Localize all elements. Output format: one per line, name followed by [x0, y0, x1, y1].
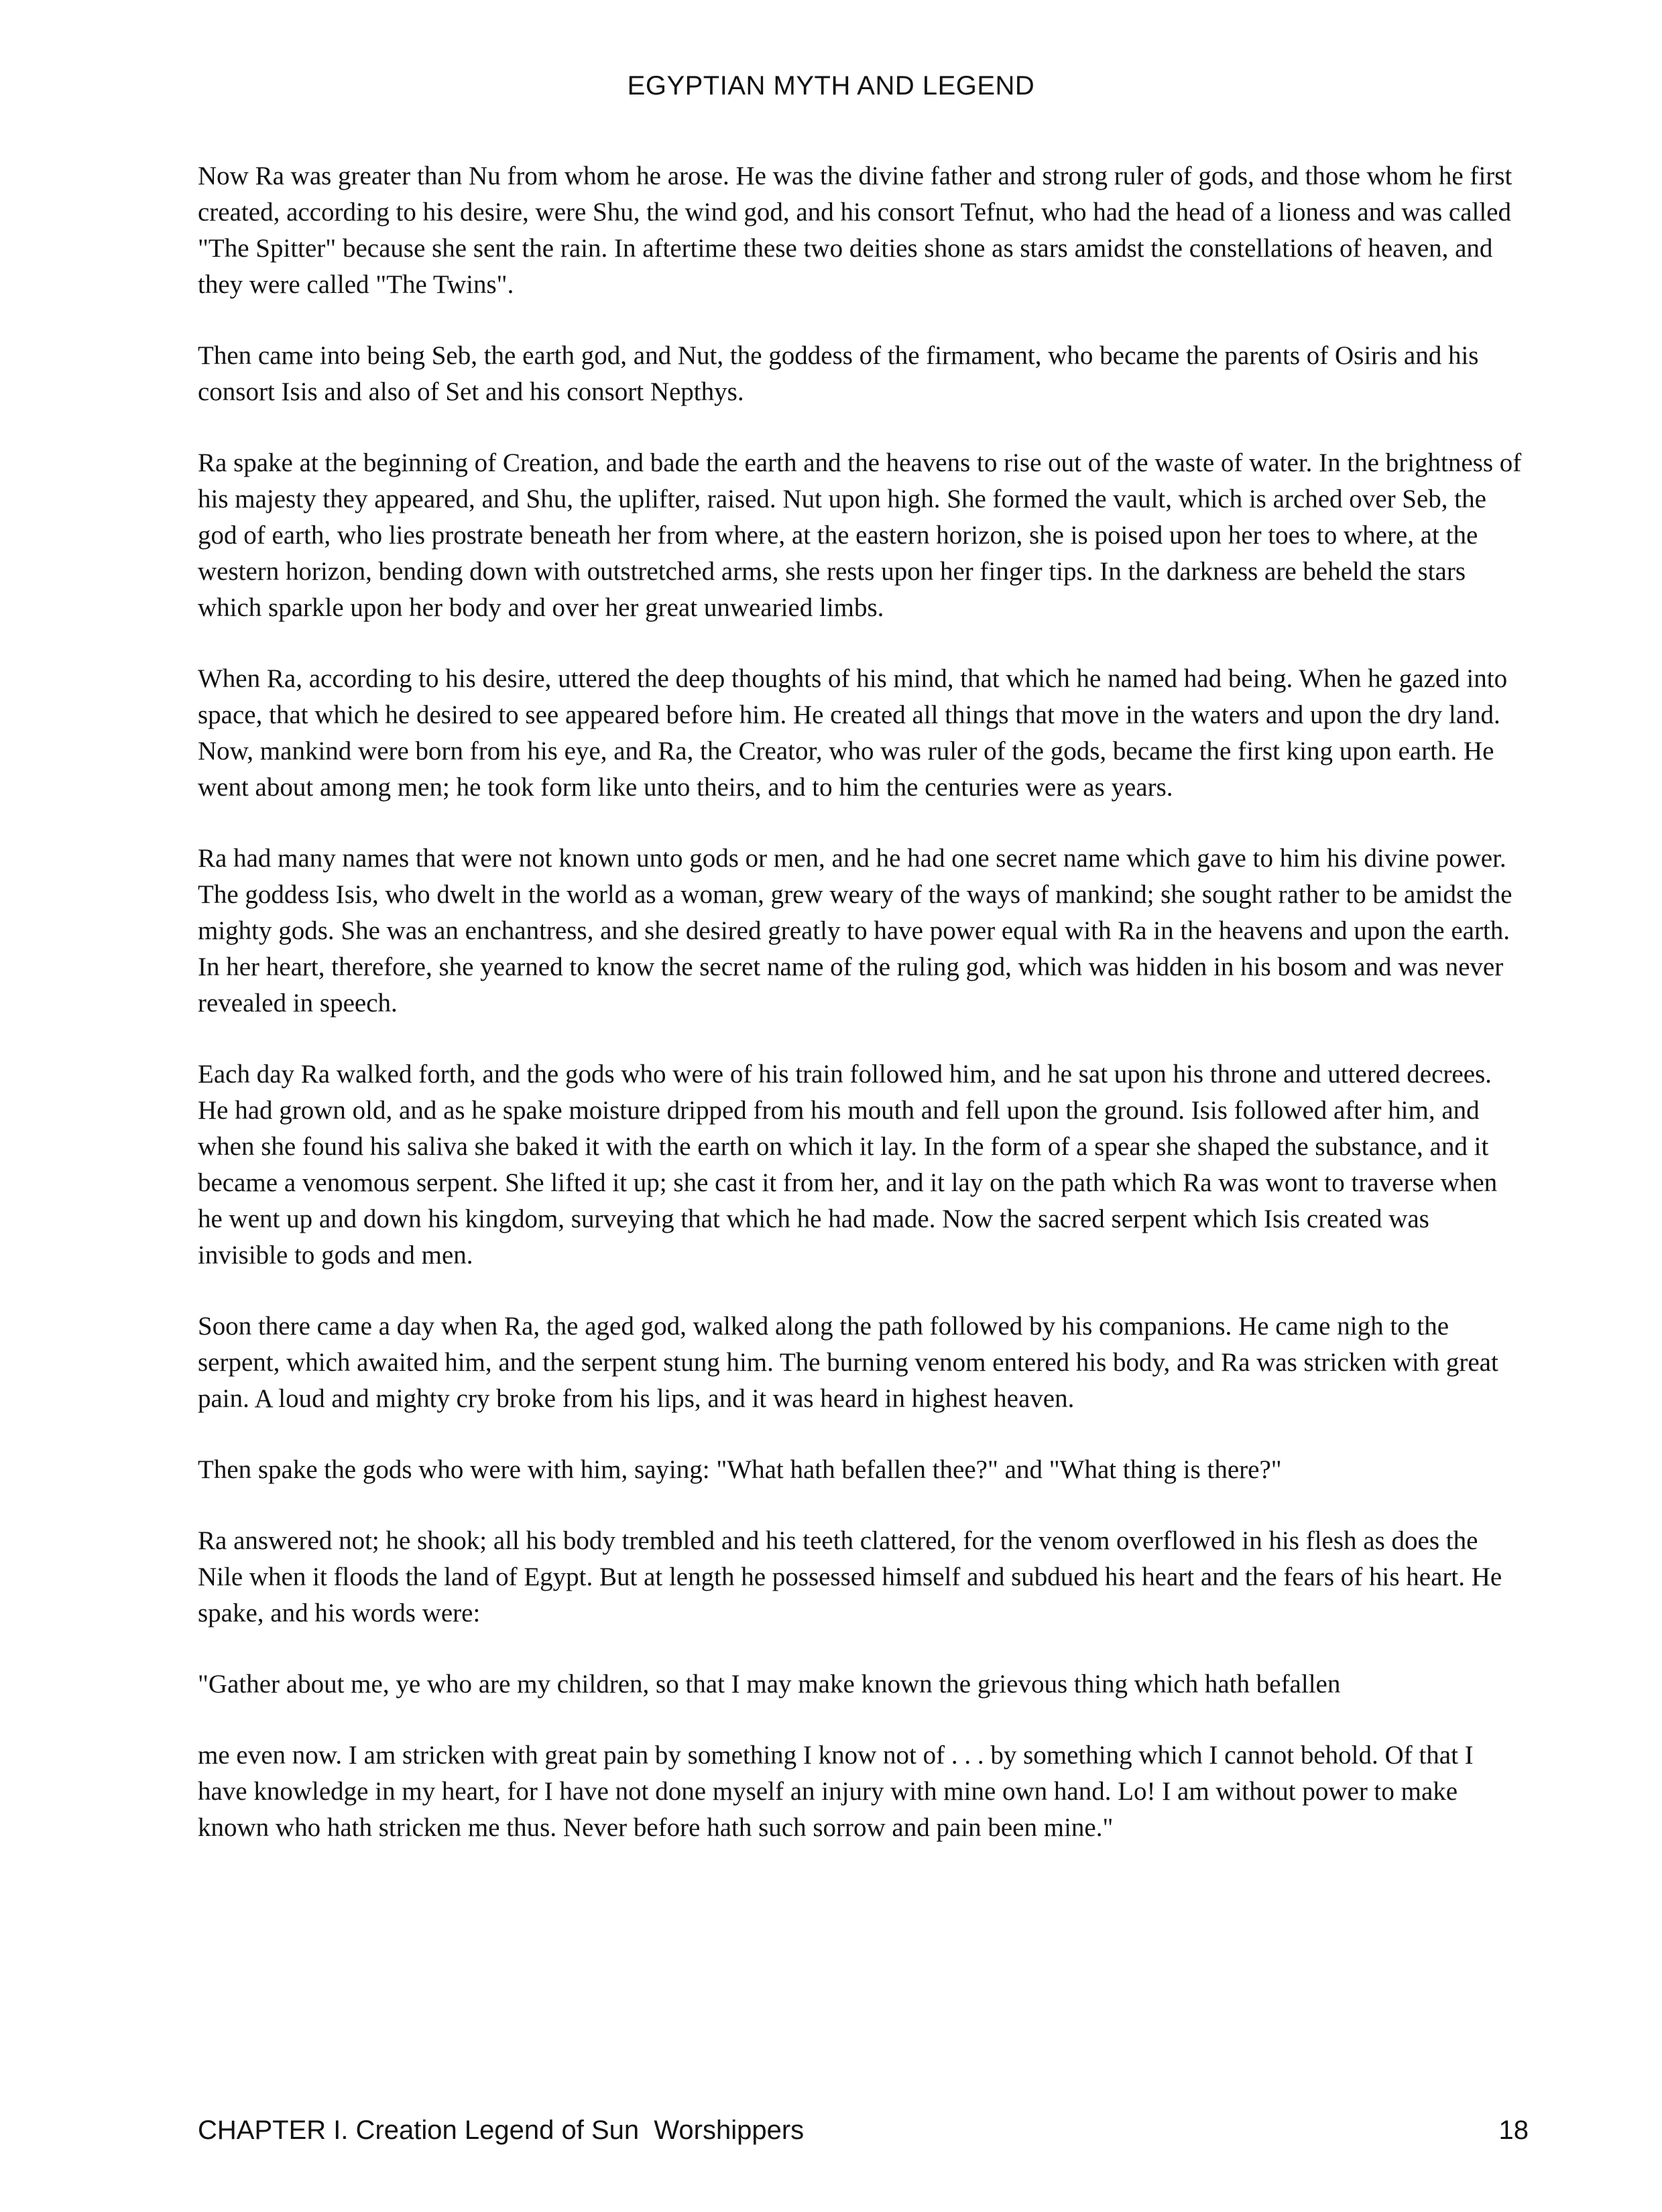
paragraph-stricken-with-pain: me even now. I am stricken with great pain by something I know not of . . . by something which I cannot behold. Of that I have knowledge in my heart, for I have not done myself an injury with mine own hand. Lo! I am without power to make known who hath stricken me thus. Never before hath such sorrow and pain been mine." [198, 1741, 1474, 1842]
page-body [198, 158, 1522, 1881]
paragraph-isis-serpent: Each day Ra walked forth, and the gods who were of his train followed him, and he sat upon his throne and uttered decrees. He had grown old, and as he spake moisture dripped from his mouth and fell upon the ground. Isis followed after him, and when she found his saliva she baked it with the earth on which it lay. In the form of a spear she shaped the substance, and it became a venomous serpent. She lifted it up; she cast it from her, and it lay on the path which Ra was wont to traverse when he went up and down his kingdom, surveying that which he had made. Now the sacred serpent which Isis created was invisible to gods and men. [198, 1060, 1498, 1270]
paragraph-ra-answered-not: Ra answered not; he shook; all his body trembled and his teeth clattered, for the venom overflowed in his flesh as does the Nile when it floods the land of Egypt. But at length he possessed himself and subdued his heart and the fears of his heart. He spake, and his words were: [198, 1526, 1502, 1627]
paragraph-ra-spake-creation: Ra spake at the beginning of Creation, and bade the earth and the heavens to rise out of the waste of water. In the brightness of his majesty they appeared, and Shu, the uplifter, raised. Nut upon high. She formed the vault, which is arched over Seb, the god of earth, who lies prostrate beneath her from where, at the eastern horizon, she is poised upon her toes to where, at the western horizon, bending down with outstretched arms, she rests upon her finger tips. In the darkness are beheld the stars which sparkle upon her body and over her great unwearied limbs. [198, 448, 1522, 622]
paragraph-ra-uttered-thoughts: When Ra, according to his desire, uttered the deep thoughts of his mind, that which he named had being. When he gazed into space, that which he desired to see appeared before him. He created all things that move in the waters and upon the dry land. Now, mankind were born from his eye, and Ra, the Creator, who was ruler of the gods, became the first king upon earth. He went about among men; he took form like unto theirs, and to him the centuries were as years. [198, 664, 1508, 802]
paragraph-seb-and-nut: Then came into being Seb, the earth god, and Nut, the goddess of the firmament, who became the parents of Osiris and his consort Isis and also of Set and his consort Nepthys. [198, 341, 1479, 406]
paragraph-ra-stung: Soon there came a day when Ra, the aged god, walked along the path followed by his companions. He came nigh to the serpent, which awaited him, and the serpent stung him. The burning venom entered his body, and Ra was stricken with great pain. A loud and mighty cry broke from his lips, and it was heard in highest heaven. [198, 1312, 1498, 1413]
running-header-title: EGYPTIAN MYTH AND LEGEND [627, 71, 1035, 101]
page-number: 18 [1498, 2115, 1529, 2145]
paragraph-gods-speak: Then spake the gods who were with him, saying: "What hath befallen thee?" and "What thing is there?" [198, 1455, 1282, 1484]
paragraph-gather-about-me: "Gather about me, ye who are my children, so that I may make known the grievous thing which hath befallen [198, 1670, 1341, 1699]
footer-chapter-title: CHAPTER I. Creation Legend of Sun Worshippers [198, 2115, 805, 2145]
paragraph-ra-secret-name: Ra had many names that were not known unto gods or men, and he had one secret name which gave to him his divine power. The goddess Isis, who dwelt in the world as a woman, grew weary of the ways of mankind; she sought rather to be amidst the mighty gods. She was an enchantress, and she desired greatly to have power equal with Ra in the heavens and upon the earth. In her heart, therefore, she yearned to know the secret name of the ruling god, which was hidden in his bosom and was never revealed in speech. [198, 844, 1512, 1018]
paragraph-ra-greater-than-nu: Now Ra was greater than Nu from whom he arose. He was the divine father and strong ruler of gods, and those whom he first created, according to his desire, were Shu, the wind god, and his consort Tefnut, who had the head of a lioness and was called "The Spitter" because she sent the rain. In aftertime these two deities shone as stars amidst the constellations of heaven, and they were called "The Twins". [198, 162, 1512, 299]
